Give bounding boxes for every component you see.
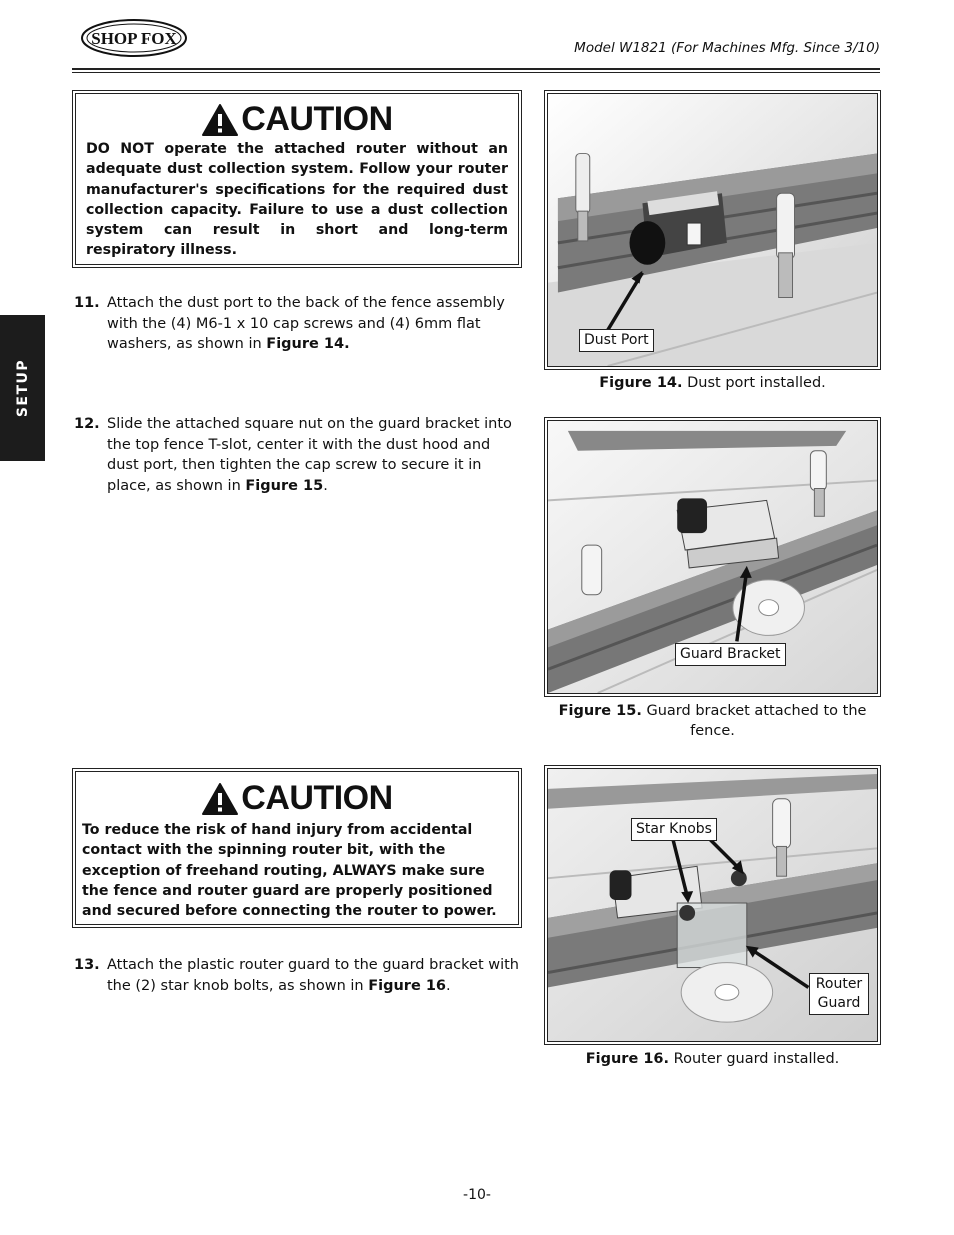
- figure-label: Figure 16.: [585, 1051, 670, 1067]
- step-12: 12. Slide the attached square nut on the guard bracket into the top fence T-slot, center it with the dust hood and dust port, then tighten the cap screw to secure it in place, as shown in Figure 15.: [74, 416, 512, 494]
- header-rule-thin: [72, 72, 880, 73]
- warning-triangle-icon: [201, 103, 239, 137]
- callout-guard-bracket: Guard Bracket: [675, 643, 786, 666]
- logo-text: SHOP FOX: [91, 29, 177, 48]
- figure-16-frame: [544, 765, 881, 1045]
- model-header: Model W1821 (For Machines Mfg. Since 3/10): [574, 40, 880, 56]
- step-number: 13.: [74, 957, 100, 973]
- caution-title: CAUTION: [241, 100, 393, 138]
- section-tab-label: SETUP: [14, 358, 31, 418]
- caution-box-hand-injury: [72, 768, 522, 928]
- step-13: 13. Attach the plastic router guard to the guard bracket with the (2) star knob bolts, as shown in Figure 16.: [74, 957, 519, 994]
- step-11: [74, 293, 522, 355]
- header-rule: [72, 68, 880, 70]
- step-number: 12.: [74, 416, 100, 432]
- callout-router-guard: Router Guard: [809, 973, 869, 1015]
- step-number: 11.: [74, 295, 100, 311]
- figure-label: Figure 15.: [558, 703, 642, 719]
- callout-dust-port: Dust Port: [579, 329, 654, 352]
- figure-14-frame: [544, 90, 881, 370]
- figure-15-caption: Figure 15. Guard bracket attached to the fence.: [558, 703, 867, 739]
- figure-reference: Figure 16: [368, 977, 447, 994]
- figure-15-frame: [544, 417, 881, 697]
- figure-reference: Figure 15: [245, 477, 324, 494]
- caution-heading: [76, 779, 518, 818]
- figure-14-photo: [547, 93, 878, 367]
- figure-16-photo: [547, 768, 878, 1042]
- caution-text: DO NOT operate the attached router without an adequate dust collection system. Follow your router manufacturer's specifications for the required dust collection capacity. Failure to use a dust collection system can result in short and long-term respiratory illness.: [86, 141, 508, 259]
- caution-box-dust: [72, 90, 522, 268]
- callout-star-knobs: Star Knobs: [631, 818, 717, 841]
- step-text: Attach the plastic router guard to the guard bracket with the (2) star knob bolts, as shown in: [107, 957, 519, 994]
- caution-text: To reduce the risk of hand injury from accidental contact with the spinning router bit, with the exception of freehand routing, ALWAYS make sure the fence and router guard are properly positioned and secured before connecting the router to power.: [82, 822, 497, 920]
- caution-title: CAUTION: [241, 779, 393, 817]
- figure-16-caption: Figure 16. Router guard installed.: [585, 1051, 840, 1067]
- warning-triangle-icon: [201, 782, 239, 816]
- step-text: Attach the dust port to the back of the fence assembly with the (4) M6-1 x 10 cap screws and (4) 6mm flat washers, as shown in: [107, 295, 505, 352]
- figure-15-photo: [547, 420, 878, 694]
- page-number: -10-: [463, 1187, 491, 1203]
- section-tab: [0, 315, 45, 461]
- step-text: Slide the attached square nut on the guard bracket into the top fence T-slot, center it with the dust hood and dust port, then tighten the cap screw to secure it in place, as shown in: [107, 416, 512, 494]
- figure-reference: Figure 14.: [266, 336, 350, 352]
- shop-fox-logo: [80, 18, 188, 58]
- figure-label: Figure 14.: [599, 375, 683, 391]
- caution-heading: [76, 100, 518, 139]
- figure-14-caption: Figure 14. Dust port installed.: [599, 375, 826, 391]
